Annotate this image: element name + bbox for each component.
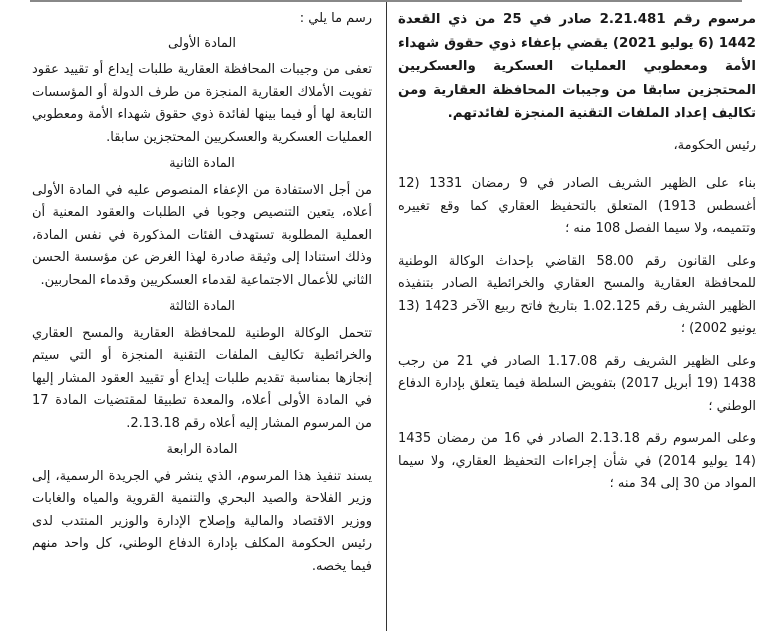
- decree-intro: رسم ما يلي :: [299, 11, 372, 26]
- column-divider: [386, 2, 387, 631]
- decree-title: مرسوم رقم 2.21.481 صادر في 25 من ذي القعدة 1442 (6 يوليو 2021) يقضي بإعفاء ذوي حقوق شهداء الأمة ومعطوبي العمليات العسكرية والعسكريين المحتجزين سابقا من وجيبات المحافظة العقارية ومن تكاليف إعداد الملفات التقنية المنجزة لفائدتهم.: [398, 12, 756, 121]
- article-2-heading: المادة الثانية: [169, 156, 235, 171]
- article-3-heading: المادة الثالثة: [168, 299, 236, 314]
- article-1-text: تعفى من وجيبات المحافظة العقارية طلبات إيداع أو تقييد عقود تفويت الأملاك العقارية المنجزة من طرف الدولة أو المؤسسات التابعة لها أو فيما بينها لفائدة ذوي حقوق شهداء الأمة ومعطوبي العمليات العسكرية والعسكريين المحتجزين سابقا.: [32, 62, 372, 145]
- preamble-paragraph-1: بناء على الظهير الشريف الصادر في 9 رمضان 1331 (12 أغسطس 1913) المتعلق بالتحفيظ العقاري كما وقع تغييره وتتميمه، ولا سيما الفصل 108 منه ؛: [398, 176, 756, 236]
- article-1-heading: المادة الأولى: [168, 35, 236, 51]
- right-column: [398, 8, 756, 506]
- greeting: رئيس الحكومة،: [673, 137, 756, 153]
- article-3-text: تتحمل الوكالة الوطنية للمحافظة العقارية والمسح العقاري والخرائطية تكاليف الملفات التقنية المنجزة أو التي سيتم إنجازها بمناسبة تقديم طلبات إيداع أو تقييد العقود المشار إليها في المادة الأولى أعلاه، والمعدة تطبيقا لمقتضيات المادة 17 من المرسوم المشار إليه أعلاه رقم 2.13.18.: [32, 325, 372, 431]
- article-4-text: يسند تنفيذ هذا المرسوم، الذي ينشر في الجريدة الرسمية، إلى وزير الفلاحة والصيد البحري والتنمية القروية والمياه والغابات ووزير الاقتصاد والمالية وإصلاح الإدارة والوزير المنتدب لدى رئيس الحكومة المكلف بإدارة الدفاع الوطني، كل واحد منهم فيما يخصه.: [32, 468, 372, 574]
- article-4-heading: المادة الرابعة: [166, 442, 238, 457]
- preamble-paragraph-4: وعلى المرسوم رقم 2.13.18 الصادر في 16 من رمضان 1435 (14 يوليو 2014) في شأن إجراءات التحفيظ العقاري، ولا سيما المواد من 30 إلى 34 منه ؛: [398, 431, 757, 491]
- preamble-paragraph-3: وعلى الظهير الشريف رقم 1.17.08 الصادر في 21 من رجب 1438 (19 أبريل 2017) بتفويض السلطة فيما يتعلق بإدارة الدفاع الوطني ؛: [398, 353, 757, 414]
- left-column: [32, 8, 372, 582]
- preamble-paragraph-2: وعلى القانون رقم 58.00 القاضي بإحداث الوكالة الوطنية للمحافظة العقارية والمسح العقاري والخرائطية الصادر بتنفيذه الظهير الشريف رقم 1.02.125 بتاريخ فاتح ربيع الآخر 1423 (13 يونيو 2002) ؛: [398, 253, 756, 336]
- article-2-text: من أجل الاستفادة من الإعفاء المنصوص عليه في المادة الأولى أعلاه، يتعين التنصيص وجوبا في الطلبات والعقود المعنية أن العملية المطلوبة تستهدف الفئات المذكورة في نفس المادة، وذلك استنادا إلى وثيقة صادرة لهذا الغرض عن مؤسسة الحسن الثاني للأعمال الاجتماعية لقدماء العسكريين وقدماء المحاربين.: [32, 182, 372, 288]
